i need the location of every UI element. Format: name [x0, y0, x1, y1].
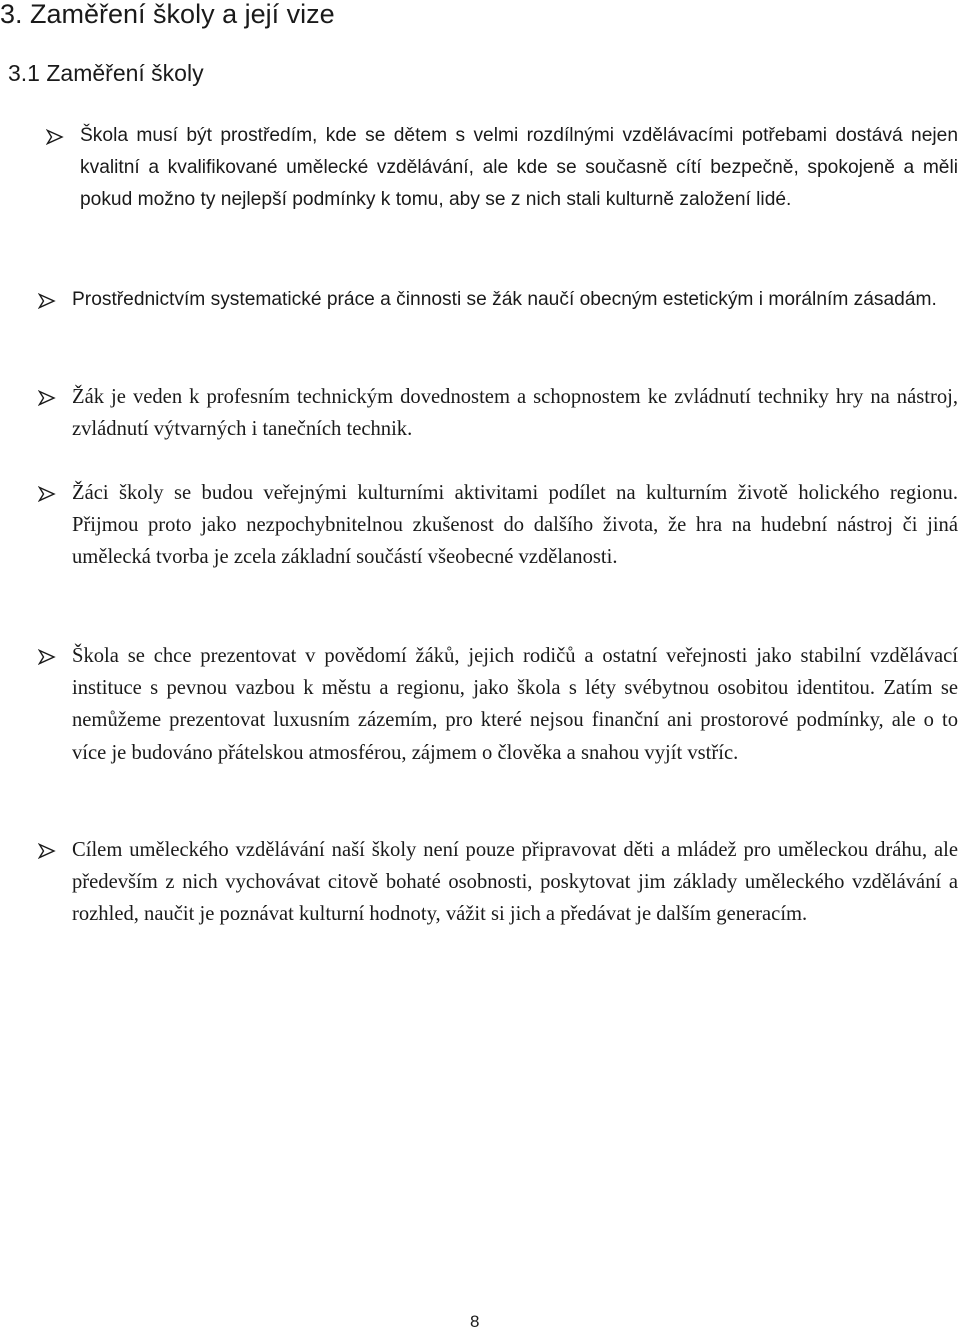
- bullet-text: Žáci školy se budou veřejnými kulturními aktivitami podílet na kulturním životě holického regionu. Přijmou proto jako nezpochybnitelnou zkušenost do dalšího života, že hra na hudební nástroj či jiná umělecká tvorba je zcela základní součástí všeobecné vzdělanosti.: [72, 482, 958, 569]
- list-item: [72, 640, 958, 769]
- arrowhead-bullet-icon: [38, 390, 56, 406]
- section-heading: 3.1 Zaměření školy: [8, 60, 204, 86]
- bullet-text: Prostřednictvím systematické práce a činnosti se žák naučí obecným estetickým i morálním zásadám.: [72, 289, 937, 310]
- bullet-text: Škola musí být prostředím, kde se dětem s velmi rozdílnými vzdělávacími potřebami dostává nejen kvalitní a kvalifikované umělecké vzdělávání, ale kde se současně cítí bezpečně, spokojeně a měli pokud možno ty nejlepší podmínky k tomu, aby se z nich stali kulturně založení lidé.: [80, 125, 958, 211]
- arrowhead-bullet-icon: [38, 649, 56, 665]
- bullet-text: Cílem uměleckého vzdělávání naší školy není pouze připravovat děti a mládež pro uměleckou dráhu, ale především z nich vychovávat citově bohaté osobnosti, poskytovat jim základy uměleckého vzdělávání a rozhled, naučit je poznávat kulturní hodnoty, vážit si jich a předávat je dalším generacím.: [72, 839, 958, 926]
- page-number: 8: [470, 1312, 480, 1331]
- bullet-text: Škola se chce prezentovat v povědomí žáků, jejich rodičů a ostatní veřejnosti jako stabilní vzdělávací instituce s pevnou vazbou k městu a regionu, jako škola s léty svébytnou osobitou identitou. Zatím se nemůžeme prezentovat luxusním zázemím, pro které nejsou finanční ani prostorové podmínky, ale o to více je budováno přátelskou atmosférou, zájmem o člověka a snahou vyjít vstříc.: [72, 645, 958, 764]
- arrowhead-bullet-icon: [38, 293, 56, 309]
- list-item: [72, 284, 958, 316]
- arrowhead-bullet-icon: [38, 843, 56, 859]
- list-item: [80, 120, 958, 217]
- arrowhead-bullet-icon: [38, 486, 56, 502]
- list-item: [72, 381, 958, 445]
- list-item: [72, 477, 958, 574]
- list-item: [72, 834, 958, 931]
- arrowhead-bullet-icon: [46, 129, 64, 145]
- bullet-text: Žák je veden k profesním technickým dovednostem a schopnostem ke zvládnutí techniky hry na nástroj, zvládnutí výtvarných i tanečních technik.: [72, 386, 958, 441]
- chapter-heading: 3. Zaměření školy a její vize: [0, 0, 335, 29]
